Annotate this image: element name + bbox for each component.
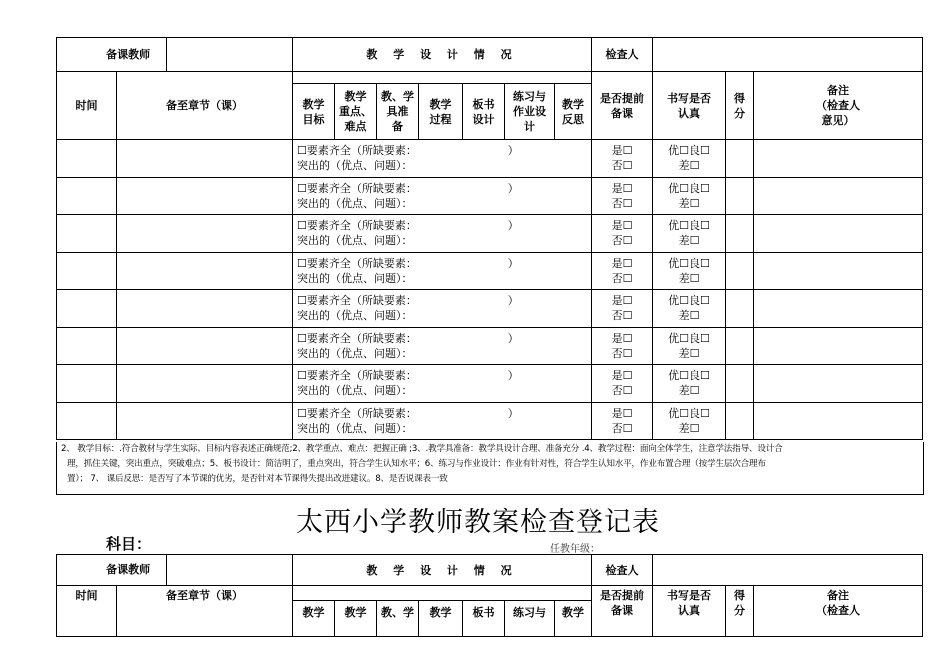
advance-prep-cell[interactable] — [592, 215, 653, 253]
teacher-header-cell-2 — [57, 555, 293, 586]
no-option[interactable]: 否☐ — [611, 234, 633, 248]
score-header: 得 分 — [726, 72, 754, 140]
remark-cell[interactable] — [754, 327, 923, 365]
no-option[interactable]: 否☐ — [611, 159, 633, 173]
checker-label-2: 检查人 — [592, 555, 653, 586]
yes-option[interactable]: 是☐ — [611, 406, 633, 420]
subheader-homework-2: 练习与 — [505, 601, 555, 637]
writing-check-cell[interactable] — [653, 252, 726, 290]
checker-value-cell[interactable] — [653, 38, 923, 72]
advance-prep-cell[interactable] — [592, 402, 653, 440]
criteria-notes — [56, 442, 924, 495]
highlights-line: 突出的（优点、问题）： — [297, 309, 413, 323]
no-option[interactable]: 否☐ — [611, 196, 633, 210]
no-option[interactable]: 否☐ — [611, 346, 633, 360]
no-option[interactable]: 否☐ — [611, 271, 633, 285]
time-header: 时间 — [57, 72, 117, 140]
score-header-2: 得 分 — [726, 586, 754, 637]
notes-line-1: 2、 教学目标：.符合教材与学生实际、目标内容表述正确规范;2、教学重点、难点：把握正确 ;3、.教学具准备：教学具设计合理、准备充分 .4、教学过程：面向全体学生，注意学法指导、设计合 — [61, 444, 783, 454]
requirements-line: ☐要素齐全（所缺要素： ） — [297, 406, 519, 420]
advance-prep-cell[interactable] — [592, 365, 653, 403]
poor-option[interactable]: 差☐ — [678, 271, 700, 285]
advance-prep-cell[interactable] — [592, 140, 653, 178]
table-row — [57, 365, 923, 403]
requirements-cell[interactable] — [293, 252, 592, 290]
requirements-line: ☐要素齐全（所缺要素： ） — [297, 219, 519, 233]
requirements-cell[interactable] — [293, 327, 592, 365]
writing-check-header: 书写是否 认真 — [653, 72, 726, 140]
quality-options[interactable]: 优☐良☐ — [668, 369, 710, 383]
subheader-keypoints: 教学 重点、 难点 — [335, 84, 377, 140]
quality-options[interactable]: 优☐良☐ — [668, 256, 710, 270]
yes-option[interactable]: 是☐ — [611, 144, 633, 158]
time-cell[interactable] — [57, 140, 117, 178]
quality-options[interactable]: 优☐良☐ — [668, 181, 710, 195]
subheader-goal: 教学 目标 — [293, 84, 335, 140]
remark-header-2: 备注 （检查人 — [754, 586, 923, 637]
design-title: 教 学 设 计 情 况 — [293, 38, 592, 72]
poor-option[interactable]: 差☐ — [678, 346, 700, 360]
chapter-cell[interactable] — [117, 140, 293, 178]
quality-options[interactable]: 优☐良☐ — [668, 331, 710, 345]
time-cell[interactable] — [57, 327, 117, 365]
bottom-register-table — [56, 554, 923, 637]
yes-option[interactable]: 是☐ — [611, 294, 633, 308]
requirements-cell[interactable] — [293, 177, 592, 215]
score-cell[interactable] — [726, 290, 754, 328]
table-row — [57, 140, 923, 178]
chapter-cell[interactable] — [117, 290, 293, 328]
yes-option[interactable]: 是☐ — [611, 256, 633, 270]
highlights-line: 突出的（优点、问题）： — [297, 159, 413, 173]
no-option[interactable]: 否☐ — [611, 384, 633, 398]
score-cell[interactable] — [726, 402, 754, 440]
quality-options[interactable]: 优☐良☐ — [668, 406, 710, 420]
highlights-line: 突出的（优点、问题）： — [297, 421, 413, 435]
yes-option[interactable]: 是☐ — [611, 219, 633, 233]
writing-check-header-2: 书写是否 认真 — [653, 586, 726, 637]
score-cell[interactable] — [726, 215, 754, 253]
highlights-line: 突出的（优点、问题）： — [297, 384, 413, 398]
yes-option[interactable]: 是☐ — [611, 369, 633, 383]
poor-option[interactable]: 差☐ — [678, 234, 700, 248]
advance-prep-header: 是否提前 备课 — [592, 72, 653, 140]
score-cell[interactable] — [726, 252, 754, 290]
teacher-header-cell — [57, 38, 293, 72]
remark-cell[interactable] — [754, 177, 923, 215]
chapter-header: 备至章节（课） — [117, 72, 293, 140]
writing-check-cell[interactable] — [653, 140, 726, 178]
chapter-cell[interactable] — [117, 327, 293, 365]
subheader-reflection: 教学 反思 — [555, 84, 592, 140]
requirements-cell[interactable] — [293, 215, 592, 253]
chapter-header-2: 备至章节（课） — [117, 586, 293, 637]
time-cell[interactable] — [57, 290, 117, 328]
requirements-cell[interactable] — [293, 365, 592, 403]
requirements-line: ☐要素齐全（所缺要素： ） — [297, 256, 519, 270]
highlights-line: 突出的（优点、问题）： — [297, 346, 413, 360]
advance-prep-cell[interactable] — [592, 252, 653, 290]
no-option[interactable]: 否☐ — [611, 309, 633, 323]
writing-check-cell[interactable] — [653, 365, 726, 403]
subheader-process: 教学 过程 — [419, 84, 463, 140]
grade-label: 任教年级： — [550, 544, 600, 555]
score-cell[interactable] — [726, 327, 754, 365]
time-cell[interactable] — [57, 365, 117, 403]
requirements-cell[interactable] — [293, 140, 592, 178]
quality-options[interactable]: 优☐良☐ — [668, 219, 710, 233]
design-spacer-cell-2 — [293, 586, 592, 601]
remark-header: 备注 （检查人 意见） — [754, 72, 923, 140]
poor-option[interactable]: 差☐ — [678, 384, 700, 398]
subheader-keypoints-2: 教学 — [335, 601, 377, 637]
requirements-line: ☐要素齐全（所缺要素： ） — [297, 331, 519, 345]
requirements-cell[interactable] — [293, 402, 592, 440]
advance-prep-cell[interactable] — [592, 290, 653, 328]
chapter-cell[interactable] — [117, 177, 293, 215]
no-option[interactable]: 否☐ — [611, 421, 633, 435]
advance-prep-cell[interactable] — [592, 327, 653, 365]
subheader-materials-2: 教、学 — [377, 601, 419, 637]
advance-prep-cell[interactable] — [592, 177, 653, 215]
yes-option[interactable]: 是☐ — [611, 181, 633, 195]
highlights-line: 突出的（优点、问题）： — [297, 234, 413, 248]
remark-cell[interactable] — [754, 365, 923, 403]
time-cell[interactable] — [57, 215, 117, 253]
table-row — [57, 290, 923, 328]
poor-option[interactable]: 差☐ — [678, 159, 700, 173]
table-row — [57, 252, 923, 290]
design-spacer-cell — [293, 72, 592, 84]
chapter-cell[interactable] — [117, 252, 293, 290]
subheader-goal-2: 教学 — [293, 601, 335, 637]
teacher-label: 备课教师 — [106, 47, 151, 61]
time-cell[interactable] — [57, 177, 117, 215]
table-row — [57, 402, 923, 440]
requirements-line: ☐要素齐全（所缺要素： ） — [297, 369, 519, 383]
table-row — [57, 215, 923, 253]
poor-option[interactable]: 差☐ — [678, 421, 700, 435]
requirements-line: ☐要素齐全（所缺要素： ） — [297, 294, 519, 308]
time-cell[interactable] — [57, 252, 117, 290]
remark-cell[interactable] — [754, 290, 923, 328]
chapter-cell[interactable] — [117, 365, 293, 403]
remark-cell[interactable] — [754, 215, 923, 253]
requirements-line: ☐要素齐全（所缺要素： ） — [297, 181, 519, 195]
remark-cell[interactable] — [754, 252, 923, 290]
chapter-cell[interactable] — [117, 402, 293, 440]
subheader-board-2: 板书 — [463, 601, 505, 637]
writing-check-cell[interactable] — [653, 327, 726, 365]
writing-check-cell[interactable] — [653, 290, 726, 328]
yes-option[interactable]: 是☐ — [611, 331, 633, 345]
writing-check-cell[interactable] — [653, 402, 726, 440]
table-row — [57, 327, 923, 365]
subheader-board: 板书 设计 — [463, 84, 505, 140]
requirements-line: ☐要素齐全（所缺要素： ） — [297, 144, 519, 158]
poor-option[interactable]: 差☐ — [678, 309, 700, 323]
design-title-2: 教 学 设 计 情 况 — [293, 555, 592, 586]
chapter-cell[interactable] — [117, 215, 293, 253]
top-register-table — [56, 37, 923, 440]
notes-line-3: 置）； 7、 课后反思：是否写了本节课的优劣，是否针对本节课得失提出改进建议。8、是否说课表一致 — [67, 474, 448, 484]
score-cell[interactable] — [726, 140, 754, 178]
score-cell[interactable] — [726, 365, 754, 403]
remark-cell[interactable] — [754, 140, 923, 178]
highlights-line: 突出的（优点、问题）： — [297, 271, 413, 285]
checker-value-cell-2[interactable] — [653, 555, 923, 586]
subheader-process-2: 教学 — [419, 601, 463, 637]
advance-prep-header-2: 是否提前 备课 — [592, 586, 653, 637]
quality-options[interactable]: 优☐良☐ — [668, 294, 710, 308]
table-row — [57, 177, 923, 215]
subject-label: 科目： — [106, 535, 152, 553]
time-header-2: 时间 — [57, 586, 117, 637]
subheader-homework: 练习与 作业设 计 — [505, 84, 555, 140]
form-title: 太西小学教师教案检查登记表 — [296, 507, 660, 538]
writing-check-cell[interactable] — [653, 177, 726, 215]
score-cell[interactable] — [726, 177, 754, 215]
subheader-materials: 教、学 具准 备 — [377, 84, 419, 140]
highlights-line: 突出的（优点、问题）： — [297, 196, 413, 210]
notes-line-2: 理，抓住关键，突出重点，突破难点；5、板书设计：简洁明了，重点突出，符合学生认知水平；6、练习与作业设计：作业有针对性，符合学生认知水平，作业布置合理（按学生层次合理布 — [67, 459, 766, 469]
quality-options[interactable]: 优☐良☐ — [668, 144, 710, 158]
time-cell[interactable] — [57, 402, 117, 440]
requirements-cell[interactable] — [293, 290, 592, 328]
writing-check-cell[interactable] — [653, 215, 726, 253]
remark-cell[interactable] — [754, 402, 923, 440]
subheader-reflection-2: 教学 — [555, 601, 592, 637]
poor-option[interactable]: 差☐ — [678, 196, 700, 210]
checker-label: 检查人 — [592, 38, 653, 72]
teacher-label-2: 备课教师 — [106, 563, 151, 576]
